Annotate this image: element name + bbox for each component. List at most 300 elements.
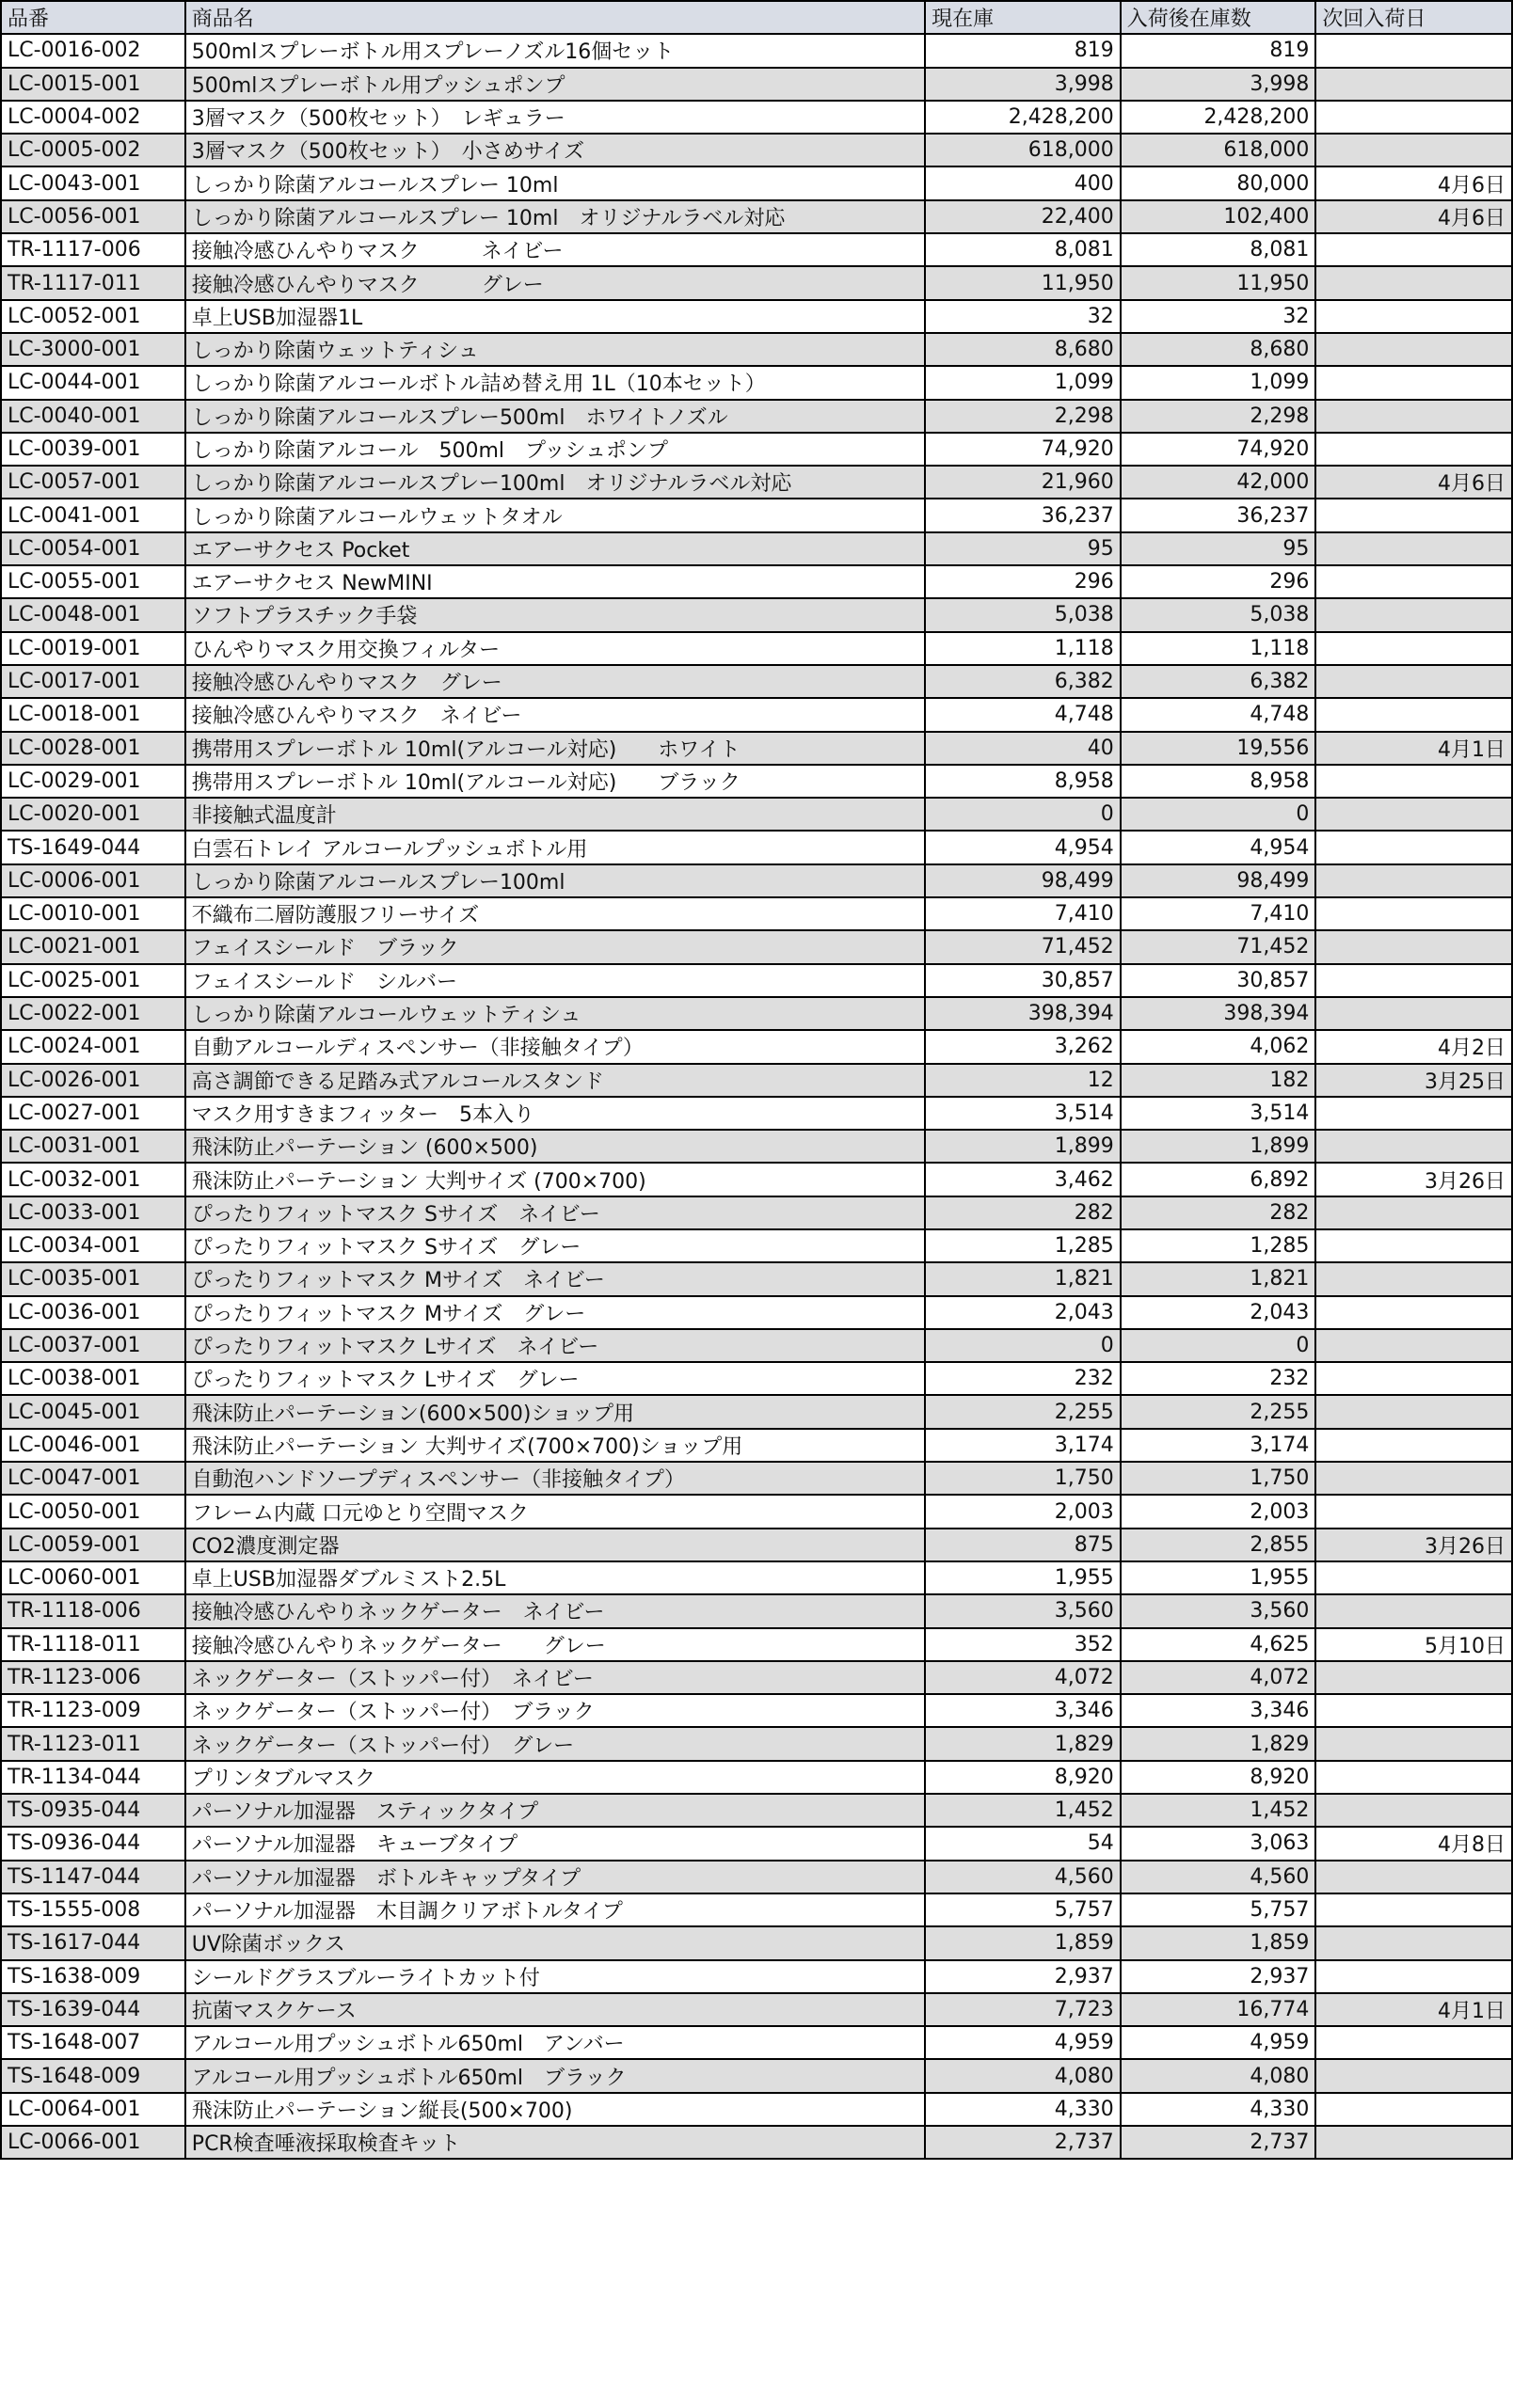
next-arrival-cell[interactable] bbox=[1315, 300, 1512, 333]
code-cell[interactable]: LC-0024-001 bbox=[1, 1030, 185, 1063]
after-stock-cell[interactable]: 1,285 bbox=[1121, 1229, 1316, 1262]
name-cell[interactable]: 非接触式温度計 bbox=[185, 798, 925, 831]
name-cell[interactable]: 接触冷感ひんやりネックゲーター グレー bbox=[185, 1628, 925, 1661]
after-stock-cell[interactable]: 2,003 bbox=[1121, 1495, 1316, 1528]
name-cell[interactable]: ネックゲーター（ストッパー付） ネイビー bbox=[185, 1661, 925, 1694]
after-stock-cell[interactable]: 2,937 bbox=[1121, 1960, 1316, 1993]
next-arrival-cell[interactable] bbox=[1315, 2126, 1512, 2159]
code-cell[interactable]: LC-0036-001 bbox=[1, 1296, 185, 1329]
stock-cell[interactable]: 352 bbox=[925, 1628, 1121, 1661]
next-arrival-cell[interactable] bbox=[1315, 2059, 1512, 2092]
name-cell[interactable]: しっかり除菌アルコールボトル詰め替え用 1L（10本セット） bbox=[185, 366, 925, 399]
stock-cell[interactable]: 71,452 bbox=[925, 930, 1121, 963]
code-cell[interactable]: LC-0004-002 bbox=[1, 101, 185, 134]
next-arrival-cell[interactable]: 4月6日 bbox=[1315, 466, 1512, 499]
stock-cell[interactable]: 0 bbox=[925, 798, 1121, 831]
stock-cell[interactable]: 5,757 bbox=[925, 1893, 1121, 1926]
stock-cell[interactable]: 4,080 bbox=[925, 2059, 1121, 2092]
name-cell[interactable]: 飛沫防止パーテーション (600×500) bbox=[185, 1130, 925, 1163]
next-arrival-cell[interactable] bbox=[1315, 997, 1512, 1030]
after-stock-cell[interactable]: 11,950 bbox=[1121, 266, 1316, 299]
name-cell[interactable]: 接触冷感ひんやりマスク ネイビー bbox=[185, 698, 925, 731]
next-arrival-cell[interactable]: 3月26日 bbox=[1315, 1163, 1512, 1196]
after-stock-cell[interactable]: 4,330 bbox=[1121, 2093, 1316, 2126]
next-arrival-cell[interactable] bbox=[1315, 1429, 1512, 1462]
stock-cell[interactable]: 3,346 bbox=[925, 1694, 1121, 1727]
after-stock-cell[interactable]: 7,410 bbox=[1121, 897, 1316, 930]
stock-cell[interactable]: 3,462 bbox=[925, 1163, 1121, 1196]
next-arrival-cell[interactable] bbox=[1315, 1395, 1512, 1428]
name-cell[interactable]: フェイスシールド ブラック bbox=[185, 930, 925, 963]
next-arrival-cell[interactable]: 4月1日 bbox=[1315, 1993, 1512, 2026]
next-arrival-cell[interactable] bbox=[1315, 266, 1512, 299]
code-cell[interactable]: LC-0066-001 bbox=[1, 2126, 185, 2159]
stock-cell[interactable]: 1,118 bbox=[925, 632, 1121, 665]
stock-cell[interactable]: 3,514 bbox=[925, 1097, 1121, 1130]
code-cell[interactable]: LC-0057-001 bbox=[1, 466, 185, 499]
after-stock-cell[interactable]: 8,680 bbox=[1121, 333, 1316, 366]
name-cell[interactable]: 高さ調節できる足踏み式アルコールスタンド bbox=[185, 1064, 925, 1097]
after-stock-cell[interactable]: 98,499 bbox=[1121, 864, 1316, 897]
next-arrival-cell[interactable] bbox=[1315, 1960, 1512, 1993]
name-cell[interactable]: パーソナル加湿器 キューブタイプ bbox=[185, 1827, 925, 1860]
after-stock-cell[interactable]: 30,857 bbox=[1121, 964, 1316, 997]
after-stock-cell[interactable]: 0 bbox=[1121, 798, 1316, 831]
stock-cell[interactable]: 1,829 bbox=[925, 1727, 1121, 1760]
name-cell[interactable]: ソフトプラスチック手袋 bbox=[185, 598, 925, 631]
next-arrival-cell[interactable]: 4月6日 bbox=[1315, 166, 1512, 199]
after-stock-cell[interactable]: 32 bbox=[1121, 300, 1316, 333]
code-cell[interactable]: TR-1134-044 bbox=[1, 1761, 185, 1794]
code-cell[interactable]: LC-0025-001 bbox=[1, 964, 185, 997]
name-cell[interactable]: 自動アルコールディスペンサー（非接触タイプ） bbox=[185, 1030, 925, 1063]
next-arrival-cell[interactable]: 5月10日 bbox=[1315, 1628, 1512, 1661]
after-stock-cell[interactable]: 232 bbox=[1121, 1362, 1316, 1395]
name-cell[interactable]: 接触冷感ひんやりマスク グレー bbox=[185, 266, 925, 299]
stock-cell[interactable]: 4,330 bbox=[925, 2093, 1121, 2126]
after-stock-cell[interactable]: 1,829 bbox=[1121, 1727, 1316, 1760]
stock-cell[interactable]: 7,410 bbox=[925, 897, 1121, 930]
code-cell[interactable]: LC-0016-002 bbox=[1, 34, 185, 67]
after-stock-cell[interactable]: 1,859 bbox=[1121, 1926, 1316, 1959]
name-cell[interactable]: ひんやりマスク用交換フィルター bbox=[185, 632, 925, 665]
name-cell[interactable]: エアーサクセス Pocket bbox=[185, 532, 925, 565]
stock-cell[interactable]: 1,285 bbox=[925, 1229, 1121, 1262]
code-cell[interactable]: TS-0935-044 bbox=[1, 1794, 185, 1827]
next-arrival-cell[interactable] bbox=[1315, 366, 1512, 399]
name-cell[interactable]: 500mlスプレーボトル用プッシュポンプ bbox=[185, 68, 925, 101]
after-stock-cell[interactable]: 1,821 bbox=[1121, 1262, 1316, 1295]
code-cell[interactable]: LC-0047-001 bbox=[1, 1462, 185, 1495]
next-arrival-cell[interactable] bbox=[1315, 632, 1512, 665]
code-cell[interactable]: LC-3000-001 bbox=[1, 333, 185, 366]
after-stock-cell[interactable]: 296 bbox=[1121, 565, 1316, 598]
code-cell[interactable]: LC-0033-001 bbox=[1, 1196, 185, 1229]
stock-cell[interactable]: 2,043 bbox=[925, 1296, 1121, 1329]
after-stock-cell[interactable]: 3,346 bbox=[1121, 1694, 1316, 1727]
after-stock-cell[interactable]: 3,174 bbox=[1121, 1429, 1316, 1462]
next-arrival-cell[interactable] bbox=[1315, 765, 1512, 798]
name-cell[interactable]: 接触冷感ひんやりマスク ネイビー bbox=[185, 233, 925, 266]
name-cell[interactable]: 卓上USB加湿器1L bbox=[185, 300, 925, 333]
next-arrival-cell[interactable] bbox=[1315, 1362, 1512, 1395]
stock-cell[interactable]: 875 bbox=[925, 1529, 1121, 1561]
code-cell[interactable]: LC-0035-001 bbox=[1, 1262, 185, 1295]
code-cell[interactable]: LC-0038-001 bbox=[1, 1362, 185, 1395]
next-arrival-cell[interactable] bbox=[1315, 565, 1512, 598]
name-cell[interactable]: パーソナル加湿器 スティックタイプ bbox=[185, 1794, 925, 1827]
name-cell[interactable]: 接触冷感ひんやりマスク グレー bbox=[185, 665, 925, 698]
name-cell[interactable]: ネックゲーター（ストッパー付） ブラック bbox=[185, 1694, 925, 1727]
name-cell[interactable]: しっかり除菌アルコールウェットティシュ bbox=[185, 997, 925, 1030]
after-stock-cell[interactable]: 1,452 bbox=[1121, 1794, 1316, 1827]
stock-cell[interactable]: 30,857 bbox=[925, 964, 1121, 997]
stock-cell[interactable]: 400 bbox=[925, 166, 1121, 199]
stock-cell[interactable]: 296 bbox=[925, 565, 1121, 598]
next-arrival-cell[interactable] bbox=[1315, 532, 1512, 565]
stock-cell[interactable]: 1,955 bbox=[925, 1561, 1121, 1594]
name-cell[interactable]: ネックゲーター（ストッパー付） グレー bbox=[185, 1727, 925, 1760]
after-stock-cell[interactable]: 80,000 bbox=[1121, 166, 1316, 199]
next-arrival-cell[interactable] bbox=[1315, 698, 1512, 731]
name-cell[interactable]: しっかり除菌アルコールスプレー100ml オリジナルラベル対応 bbox=[185, 466, 925, 499]
next-arrival-cell[interactable] bbox=[1315, 798, 1512, 831]
after-stock-cell[interactable]: 5,757 bbox=[1121, 1893, 1316, 1926]
after-stock-cell[interactable]: 4,560 bbox=[1121, 1861, 1316, 1893]
stock-cell[interactable]: 1,899 bbox=[925, 1130, 1121, 1163]
next-arrival-cell[interactable] bbox=[1315, 1661, 1512, 1694]
code-cell[interactable]: LC-0029-001 bbox=[1, 765, 185, 798]
name-cell[interactable]: 3層マスク（500枚セット） レギュラー bbox=[185, 101, 925, 134]
code-cell[interactable]: LC-0021-001 bbox=[1, 930, 185, 963]
stock-cell[interactable]: 4,072 bbox=[925, 1661, 1121, 1694]
after-stock-cell[interactable]: 3,998 bbox=[1121, 68, 1316, 101]
code-cell[interactable]: LC-0022-001 bbox=[1, 997, 185, 1030]
name-cell[interactable]: 500mlスプレーボトル用スプレーノズル16個セット bbox=[185, 34, 925, 67]
code-cell[interactable]: LC-0034-001 bbox=[1, 1229, 185, 1262]
code-cell[interactable]: TS-1648-009 bbox=[1, 2059, 185, 2092]
next-arrival-cell[interactable] bbox=[1315, 1229, 1512, 1262]
stock-cell[interactable]: 4,954 bbox=[925, 831, 1121, 863]
after-stock-cell[interactable]: 4,625 bbox=[1121, 1628, 1316, 1661]
stock-cell[interactable]: 22,400 bbox=[925, 200, 1121, 233]
after-stock-cell[interactable]: 4,072 bbox=[1121, 1661, 1316, 1694]
stock-cell[interactable]: 2,298 bbox=[925, 400, 1121, 433]
stock-cell[interactable]: 1,859 bbox=[925, 1926, 1121, 1959]
after-stock-cell[interactable]: 1,899 bbox=[1121, 1130, 1316, 1163]
code-cell[interactable]: LC-0031-001 bbox=[1, 1130, 185, 1163]
stock-cell[interactable]: 95 bbox=[925, 532, 1121, 565]
stock-cell[interactable]: 1,750 bbox=[925, 1462, 1121, 1495]
next-arrival-cell[interactable] bbox=[1315, 1495, 1512, 1528]
name-cell[interactable]: しっかり除菌アルコールウェットタオル bbox=[185, 499, 925, 531]
stock-cell[interactable]: 8,958 bbox=[925, 765, 1121, 798]
code-cell[interactable]: LC-0040-001 bbox=[1, 400, 185, 433]
name-cell[interactable]: 3層マスク（500枚セット） 小さめサイズ bbox=[185, 134, 925, 166]
after-stock-cell[interactable]: 3,560 bbox=[1121, 1594, 1316, 1627]
name-cell[interactable]: 飛沫防止パーテーション 大判サイズ (700×700) bbox=[185, 1163, 925, 1196]
header-next-arrival[interactable]: 次回入荷日 bbox=[1315, 1, 1512, 34]
stock-cell[interactable]: 74,920 bbox=[925, 433, 1121, 466]
next-arrival-cell[interactable]: 3月25日 bbox=[1315, 1064, 1512, 1097]
next-arrival-cell[interactable]: 4月1日 bbox=[1315, 732, 1512, 765]
stock-cell[interactable]: 2,937 bbox=[925, 1960, 1121, 1993]
code-cell[interactable]: LC-0041-001 bbox=[1, 499, 185, 531]
next-arrival-cell[interactable] bbox=[1315, 1196, 1512, 1229]
code-cell[interactable]: TS-1639-044 bbox=[1, 1993, 185, 2026]
name-cell[interactable]: フェイスシールド シルバー bbox=[185, 964, 925, 997]
code-cell[interactable]: LC-0052-001 bbox=[1, 300, 185, 333]
next-arrival-cell[interactable] bbox=[1315, 1694, 1512, 1727]
name-cell[interactable]: しっかり除菌アルコールスプレー500ml ホワイトノズル bbox=[185, 400, 925, 433]
code-cell[interactable]: LC-0018-001 bbox=[1, 698, 185, 731]
next-arrival-cell[interactable] bbox=[1315, 499, 1512, 531]
after-stock-cell[interactable]: 2,043 bbox=[1121, 1296, 1316, 1329]
code-cell[interactable]: LC-0005-002 bbox=[1, 134, 185, 166]
code-cell[interactable]: TS-1638-009 bbox=[1, 1960, 185, 1993]
name-cell[interactable]: 接触冷感ひんやりネックゲーター ネイビー bbox=[185, 1594, 925, 1627]
after-stock-cell[interactable]: 36,237 bbox=[1121, 499, 1316, 531]
next-arrival-cell[interactable] bbox=[1315, 400, 1512, 433]
stock-cell[interactable]: 0 bbox=[925, 1329, 1121, 1362]
code-cell[interactable]: LC-0006-001 bbox=[1, 864, 185, 897]
stock-cell[interactable]: 32 bbox=[925, 300, 1121, 333]
after-stock-cell[interactable]: 6,892 bbox=[1121, 1163, 1316, 1196]
stock-cell[interactable]: 6,382 bbox=[925, 665, 1121, 698]
code-cell[interactable]: LC-0060-001 bbox=[1, 1561, 185, 1594]
stock-cell[interactable]: 282 bbox=[925, 1196, 1121, 1229]
next-arrival-cell[interactable] bbox=[1315, 598, 1512, 631]
name-cell[interactable]: パーソナル加湿器 木目調クリアボトルタイプ bbox=[185, 1893, 925, 1926]
stock-cell[interactable]: 2,737 bbox=[925, 2126, 1121, 2159]
code-cell[interactable]: LC-0028-001 bbox=[1, 732, 185, 765]
after-stock-cell[interactable]: 1,099 bbox=[1121, 366, 1316, 399]
name-cell[interactable]: しっかり除菌アルコールスプレー 10ml bbox=[185, 166, 925, 199]
after-stock-cell[interactable]: 8,958 bbox=[1121, 765, 1316, 798]
code-cell[interactable]: TS-1649-044 bbox=[1, 831, 185, 863]
stock-cell[interactable]: 8,920 bbox=[925, 1761, 1121, 1794]
after-stock-cell[interactable]: 4,080 bbox=[1121, 2059, 1316, 2092]
after-stock-cell[interactable]: 2,737 bbox=[1121, 2126, 1316, 2159]
after-stock-cell[interactable]: 42,000 bbox=[1121, 466, 1316, 499]
next-arrival-cell[interactable] bbox=[1315, 964, 1512, 997]
stock-cell[interactable]: 3,262 bbox=[925, 1030, 1121, 1063]
next-arrival-cell[interactable] bbox=[1315, 2093, 1512, 2126]
stock-cell[interactable]: 2,003 bbox=[925, 1495, 1121, 1528]
next-arrival-cell[interactable] bbox=[1315, 930, 1512, 963]
code-cell[interactable]: LC-0020-001 bbox=[1, 798, 185, 831]
code-cell[interactable]: LC-0026-001 bbox=[1, 1064, 185, 1097]
code-cell[interactable]: TS-1648-007 bbox=[1, 2026, 185, 2059]
name-cell[interactable]: PCR検査唾液採取検査キット bbox=[185, 2126, 925, 2159]
name-cell[interactable]: 白雲石トレイ アルコールプッシュボトル用 bbox=[185, 831, 925, 863]
after-stock-cell[interactable]: 6,382 bbox=[1121, 665, 1316, 698]
stock-cell[interactable]: 36,237 bbox=[925, 499, 1121, 531]
after-stock-cell[interactable]: 1,118 bbox=[1121, 632, 1316, 665]
name-cell[interactable]: プリンタブルマスク bbox=[185, 1761, 925, 1794]
code-cell[interactable]: LC-0044-001 bbox=[1, 366, 185, 399]
next-arrival-cell[interactable] bbox=[1315, 1262, 1512, 1295]
name-cell[interactable]: 抗菌マスクケース bbox=[185, 1993, 925, 2026]
name-cell[interactable]: しっかり除菌アルコールスプレー100ml bbox=[185, 864, 925, 897]
name-cell[interactable]: ぴったりフィットマスク Mサイズ グレー bbox=[185, 1296, 925, 1329]
after-stock-cell[interactable]: 3,514 bbox=[1121, 1097, 1316, 1130]
after-stock-cell[interactable]: 8,920 bbox=[1121, 1761, 1316, 1794]
name-cell[interactable]: 不織布二層防護服フリーサイズ bbox=[185, 897, 925, 930]
name-cell[interactable]: 携帯用スプレーボトル 10ml(アルコール対応) ホワイト bbox=[185, 732, 925, 765]
code-cell[interactable]: LC-0019-001 bbox=[1, 632, 185, 665]
next-arrival-cell[interactable] bbox=[1315, 1893, 1512, 1926]
next-arrival-cell[interactable] bbox=[1315, 233, 1512, 266]
stock-cell[interactable]: 3,174 bbox=[925, 1429, 1121, 1462]
code-cell[interactable]: LC-0027-001 bbox=[1, 1097, 185, 1130]
stock-cell[interactable]: 98,499 bbox=[925, 864, 1121, 897]
code-cell[interactable]: TR-1118-006 bbox=[1, 1594, 185, 1627]
stock-cell[interactable]: 3,998 bbox=[925, 68, 1121, 101]
after-stock-cell[interactable]: 282 bbox=[1121, 1196, 1316, 1229]
code-cell[interactable]: TR-1123-009 bbox=[1, 1694, 185, 1727]
stock-cell[interactable]: 2,255 bbox=[925, 1395, 1121, 1428]
next-arrival-cell[interactable] bbox=[1315, 1130, 1512, 1163]
header-after-stock[interactable]: 入荷後在庫数 bbox=[1121, 1, 1316, 34]
after-stock-cell[interactable]: 182 bbox=[1121, 1064, 1316, 1097]
next-arrival-cell[interactable] bbox=[1315, 864, 1512, 897]
code-cell[interactable]: TR-1123-011 bbox=[1, 1727, 185, 1760]
name-cell[interactable]: フレーム内蔵 口元ゆとり空間マスク bbox=[185, 1495, 925, 1528]
code-cell[interactable]: TS-0936-044 bbox=[1, 1827, 185, 1860]
after-stock-cell[interactable]: 1,955 bbox=[1121, 1561, 1316, 1594]
name-cell[interactable]: ぴったりフィットマスク Sサイズ ネイビー bbox=[185, 1196, 925, 1229]
stock-cell[interactable]: 40 bbox=[925, 732, 1121, 765]
name-cell[interactable]: 自動泡ハンドソープディスペンサー（非接触タイプ） bbox=[185, 1462, 925, 1495]
code-cell[interactable]: LC-0010-001 bbox=[1, 897, 185, 930]
stock-cell[interactable]: 8,081 bbox=[925, 233, 1121, 266]
name-cell[interactable]: CO2濃度測定器 bbox=[185, 1529, 925, 1561]
after-stock-cell[interactable]: 16,774 bbox=[1121, 1993, 1316, 2026]
name-cell[interactable]: UV除菌ボックス bbox=[185, 1926, 925, 1959]
code-cell[interactable]: LC-0046-001 bbox=[1, 1429, 185, 1462]
after-stock-cell[interactable]: 4,748 bbox=[1121, 698, 1316, 731]
code-cell[interactable]: LC-0048-001 bbox=[1, 598, 185, 631]
code-cell[interactable]: LC-0032-001 bbox=[1, 1163, 185, 1196]
after-stock-cell[interactable]: 618,000 bbox=[1121, 134, 1316, 166]
next-arrival-cell[interactable] bbox=[1315, 34, 1512, 67]
next-arrival-cell[interactable] bbox=[1315, 1594, 1512, 1627]
code-cell[interactable]: TS-1617-044 bbox=[1, 1926, 185, 1959]
next-arrival-cell[interactable] bbox=[1315, 831, 1512, 863]
name-cell[interactable]: 卓上USB加湿器ダブルミスト2.5L bbox=[185, 1561, 925, 1594]
stock-cell[interactable]: 1,452 bbox=[925, 1794, 1121, 1827]
code-cell[interactable]: LC-0015-001 bbox=[1, 68, 185, 101]
code-cell[interactable]: LC-0054-001 bbox=[1, 532, 185, 565]
header-stock[interactable]: 現在庫 bbox=[925, 1, 1121, 34]
next-arrival-cell[interactable] bbox=[1315, 1097, 1512, 1130]
next-arrival-cell[interactable]: 4月2日 bbox=[1315, 1030, 1512, 1063]
name-cell[interactable]: しっかり除菌アルコール 500ml プッシュポンプ bbox=[185, 433, 925, 466]
next-arrival-cell[interactable] bbox=[1315, 897, 1512, 930]
next-arrival-cell[interactable] bbox=[1315, 665, 1512, 698]
next-arrival-cell[interactable] bbox=[1315, 1462, 1512, 1495]
next-arrival-cell[interactable] bbox=[1315, 68, 1512, 101]
after-stock-cell[interactable]: 2,298 bbox=[1121, 400, 1316, 433]
code-cell[interactable]: LC-0039-001 bbox=[1, 433, 185, 466]
name-cell[interactable]: 飛沫防止パーテーション縦長(500×700) bbox=[185, 2093, 925, 2126]
next-arrival-cell[interactable] bbox=[1315, 1926, 1512, 1959]
next-arrival-cell[interactable]: 4月6日 bbox=[1315, 200, 1512, 233]
stock-cell[interactable]: 12 bbox=[925, 1064, 1121, 1097]
after-stock-cell[interactable]: 2,855 bbox=[1121, 1529, 1316, 1561]
next-arrival-cell[interactable] bbox=[1315, 1296, 1512, 1329]
after-stock-cell[interactable]: 4,062 bbox=[1121, 1030, 1316, 1063]
header-name[interactable]: 商品名 bbox=[185, 1, 925, 34]
stock-cell[interactable]: 819 bbox=[925, 34, 1121, 67]
after-stock-cell[interactable]: 2,255 bbox=[1121, 1395, 1316, 1428]
stock-cell[interactable]: 2,428,200 bbox=[925, 101, 1121, 134]
next-arrival-cell[interactable] bbox=[1315, 1561, 1512, 1594]
code-cell[interactable]: TR-1117-006 bbox=[1, 233, 185, 266]
next-arrival-cell[interactable]: 3月26日 bbox=[1315, 1529, 1512, 1561]
name-cell[interactable]: 飛沫防止パーテーション 大判サイズ(700×700)ショップ用 bbox=[185, 1429, 925, 1462]
name-cell[interactable]: アルコール用プッシュボトル650ml アンバー bbox=[185, 2026, 925, 2059]
after-stock-cell[interactable]: 5,038 bbox=[1121, 598, 1316, 631]
stock-cell[interactable]: 7,723 bbox=[925, 1993, 1121, 2026]
after-stock-cell[interactable]: 102,400 bbox=[1121, 200, 1316, 233]
stock-cell[interactable]: 4,959 bbox=[925, 2026, 1121, 2059]
name-cell[interactable]: ぴったりフィットマスク Sサイズ グレー bbox=[185, 1229, 925, 1262]
header-code[interactable]: 品番 bbox=[1, 1, 185, 34]
next-arrival-cell[interactable] bbox=[1315, 1861, 1512, 1893]
code-cell[interactable]: LC-0037-001 bbox=[1, 1329, 185, 1362]
name-cell[interactable]: ぴったりフィットマスク Lサイズ グレー bbox=[185, 1362, 925, 1395]
name-cell[interactable]: ぴったりフィットマスク Lサイズ ネイビー bbox=[185, 1329, 925, 1362]
stock-cell[interactable]: 8,680 bbox=[925, 333, 1121, 366]
after-stock-cell[interactable]: 4,959 bbox=[1121, 2026, 1316, 2059]
after-stock-cell[interactable]: 4,954 bbox=[1121, 831, 1316, 863]
name-cell[interactable]: ぴったりフィットマスク Mサイズ ネイビー bbox=[185, 1262, 925, 1295]
stock-cell[interactable]: 232 bbox=[925, 1362, 1121, 1395]
after-stock-cell[interactable]: 8,081 bbox=[1121, 233, 1316, 266]
code-cell[interactable]: LC-0055-001 bbox=[1, 565, 185, 598]
stock-cell[interactable]: 11,950 bbox=[925, 266, 1121, 299]
name-cell[interactable]: パーソナル加湿器 ボトルキャップタイプ bbox=[185, 1861, 925, 1893]
name-cell[interactable]: シールドグラスブルーライトカット付 bbox=[185, 1960, 925, 1993]
code-cell[interactable]: TR-1123-006 bbox=[1, 1661, 185, 1694]
code-cell[interactable]: LC-0045-001 bbox=[1, 1395, 185, 1428]
code-cell[interactable]: TS-1147-044 bbox=[1, 1861, 185, 1893]
code-cell[interactable]: LC-0050-001 bbox=[1, 1495, 185, 1528]
code-cell[interactable]: LC-0043-001 bbox=[1, 166, 185, 199]
next-arrival-cell[interactable] bbox=[1315, 101, 1512, 134]
stock-cell[interactable]: 4,748 bbox=[925, 698, 1121, 731]
stock-cell[interactable]: 3,560 bbox=[925, 1594, 1121, 1627]
code-cell[interactable]: TS-1555-008 bbox=[1, 1893, 185, 1926]
name-cell[interactable]: 飛沫防止パーテーション(600×500)ショップ用 bbox=[185, 1395, 925, 1428]
after-stock-cell[interactable]: 1,750 bbox=[1121, 1462, 1316, 1495]
stock-cell[interactable]: 1,821 bbox=[925, 1262, 1121, 1295]
stock-cell[interactable]: 398,394 bbox=[925, 997, 1121, 1030]
after-stock-cell[interactable]: 19,556 bbox=[1121, 732, 1316, 765]
after-stock-cell[interactable]: 2,428,200 bbox=[1121, 101, 1316, 134]
next-arrival-cell[interactable] bbox=[1315, 1761, 1512, 1794]
after-stock-cell[interactable]: 95 bbox=[1121, 532, 1316, 565]
next-arrival-cell[interactable] bbox=[1315, 1727, 1512, 1760]
name-cell[interactable]: 携帯用スプレーボトル 10ml(アルコール対応) ブラック bbox=[185, 765, 925, 798]
next-arrival-cell[interactable] bbox=[1315, 134, 1512, 166]
next-arrival-cell[interactable] bbox=[1315, 333, 1512, 366]
after-stock-cell[interactable]: 398,394 bbox=[1121, 997, 1316, 1030]
after-stock-cell[interactable]: 0 bbox=[1121, 1329, 1316, 1362]
code-cell[interactable]: TR-1118-011 bbox=[1, 1628, 185, 1661]
